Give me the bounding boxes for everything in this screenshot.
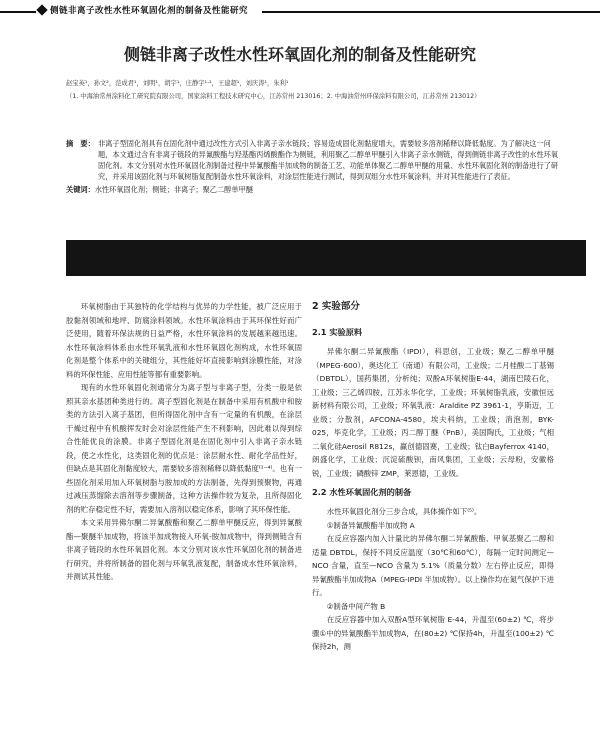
dark-banner-image	[66, 240, 586, 276]
right-column	[312, 300, 554, 654]
subsection-heading-preparation: 2.2 水性环氧固化剂的制备	[312, 487, 412, 497]
abstract-block	[66, 138, 560, 195]
running-header-text: 侧链非离子改性水性环氧固化剂的制备及性能研究	[50, 6, 249, 16]
materials-paragraph: 异佛尔酮二异氰酸酯（IPDI），科思创，工业级；聚乙二醇单甲醚（MPEG-600），奥达化工（南通）有限公司，工业级；二月桂酸二丁基锡（DBTDL），国药集团，分析纯；双酚A环氧树脂E-44，湖南巴陵石化，工业级；三乙烯四胺，江苏永华化学，工业级；环氧树脂乳液，安徽恒远新材料有限公司，工业级；环氧乳液：Araldite PZ 3961-1，亨斯迈，工业级；分散剂，AFCONA-4580，埃夫科纳，工业级；消泡剂，BYK-025，毕克化学，工业级；丙二醇丁醚（PnB），美国陶氏，工业级；气相二氧化硅Aerosil R812s，赢创德固赛，工业级；钛白Bayferrox 4140，朗盛化学，工业级；沉淀硫酸钡，南风集团，工业级；云母粉，安徽格锐，工业级；磷酸锌 ZMP，莱恩德，工业级。	[312, 347, 554, 478]
abstract-label: 摘 要：	[66, 139, 95, 148]
keywords-label: 关键词：	[66, 185, 95, 194]
header-rule-left	[0, 11, 36, 13]
keywords-text: 水性环氧固化剂；侧链；非离子；聚乙二醇单甲醚	[94, 185, 253, 194]
author-list: 赵宝英¹，孙文²，范成君¹，刘明¹，胡宇¹，庄静宇¹·²，王建超¹，刘庆涛¹，朱利¹	[66, 80, 289, 87]
subsection-heading-materials: 2.1 实验原料	[312, 327, 363, 337]
intro-paragraph: 现有的水性环氧固化剂通常分为离子型与非离子型，分类一般是依照其亲水基团种类进行的。离子型固化剂是在制备中采用有机酸中和胺类的方法引入离子基团，但所得固化剂中含有一定量的有机酸，在涂层干燥过程中有机酸挥发时会对涂层性能产生不利影响，因此难以得到综合性能优良的涂膜。非离子型固化剂是在固化剂中引入非离子亲水链段，使之水性化，这类固化剂的优点是：涂层耐水性、耐化学品性好，但缺点是其固化剂黏度较大，需要较多溶剂稀释以降低黏度⁽¹⁻⁴⁾。也有一些固化剂采用加入环氧树脂与胺加成的方法制备，先得到预聚物，再通过减压蒸馏除去溶剂等步骤制备，这种方法操作较为复杂，且所得固化剂的贮存稳定性不好，需要加入溶剂以稳定体系，影响了其环保性能。	[66, 383, 302, 514]
prep-step-heading: ①制备异氰酸酯半加成物 A	[326, 520, 415, 530]
intro-paragraph: 本文采用异佛尔酮二异氰酸酯和聚乙二醇单甲醚反应，得到异氰酸酯—聚醚半加成物，将该半加成物接入环氧-胺加成物中，得到侧链含有非离子链段的水性环氧固化剂。本文分别对该水性环氧固化剂的制备进行研究，并将所制备的固化剂与环氧乳液复配，制备成水性环氧涂料，并测试其性能。	[66, 518, 302, 581]
running-header	[0, 4, 600, 18]
left-column	[66, 300, 302, 584]
section-heading-experimental: 2 实验部分	[312, 301, 360, 312]
abstract-row	[66, 138, 560, 182]
prep-intro-paragraph: 水性环氧固化剂分三步合成，具体操作如下⁽⁵⁾。	[326, 507, 482, 516]
header-rule-right	[262, 11, 600, 13]
affiliation: （1. 中海油常州涂料化工研究院有限公司，国家涂料工程技术研究中心，江苏常州 213016；2. 中海油常州环保涂料有限公司，江苏常州 213012）	[66, 93, 481, 100]
paper-title: 侧链非离子改性水性环氧固化剂的制备及性能研究	[123, 45, 476, 64]
intro-paragraph: 环氧树脂由于其独特的化学结构与优异的力学性能，被广泛应用于胶黏剂领域和地坪、防腐涂料领域。水性环氧涂料由于其环保性好而广泛使用，随着环保法规的日益严格，水性环氧涂料的发展越来越迅速。水性环氧涂料体系由水性环氧乳液和水性环氧固化剂构成，水性环氧固化剂是整个体系中的关键组分，其性能好坏直接影响到涂膜性能，对涂料的环保性能、应用性能等都有重要影响。	[66, 302, 302, 379]
abstract-text: 非离子型固化剂具有在固化剂中通过改性方式引入非离子亲水链段；容易造成固化剂黏度增大，需要较多溶剂稀释以降低黏度。为了解决这一问题，本文通过含有非离子链段的异氰酸酯与羟基酯丙烯酸酯作为侧链，利用聚乙二醇单甲醚引入非离子亲水侧链，得到侧链非离子改性的水性环氧固化剂。本文分别对水性环氧固化剂制备过程中异氰酸酯半加成物的制备工艺、功能单体聚乙二醇单甲醚的用量、水性环氧固化剂的制备进行了研究，并采用该固化剂与环氧树脂复配制备水性环氧涂料，对涂层性能进行测试，得到双组分水性环氧涂料，并对其性能进行了表征。	[98, 139, 559, 181]
prep-step-paragraph: 在反应容器内加入计量比的异佛尔酮二异氰酸酯、甲氧基聚乙二醇和适量 DBTDL，保持不同反应温度（30℃和60℃），每隔一定时间测定—NCO 含量，直至—NCO 含量为 5.1%（质量分数）左右停止反应，即得异氰酸酯半加成物A（MPEG-IPDI 半加成物）。以上操作均在氮气保护下进行。	[312, 534, 554, 597]
keywords-row	[66, 184, 560, 195]
diamond-bullet-icon	[36, 4, 47, 15]
prep-step-heading: ②制备中间产物 B	[326, 601, 386, 611]
prep-step-paragraph: 在反应容器中加入双酚A型环氧树脂 E-44，升温至(60±2) ℃，将步骤①中的异氰酸酯半加成物A，在(80±2) ℃保持4h，升温至(100±2) ℃保持2h，测	[312, 615, 554, 651]
